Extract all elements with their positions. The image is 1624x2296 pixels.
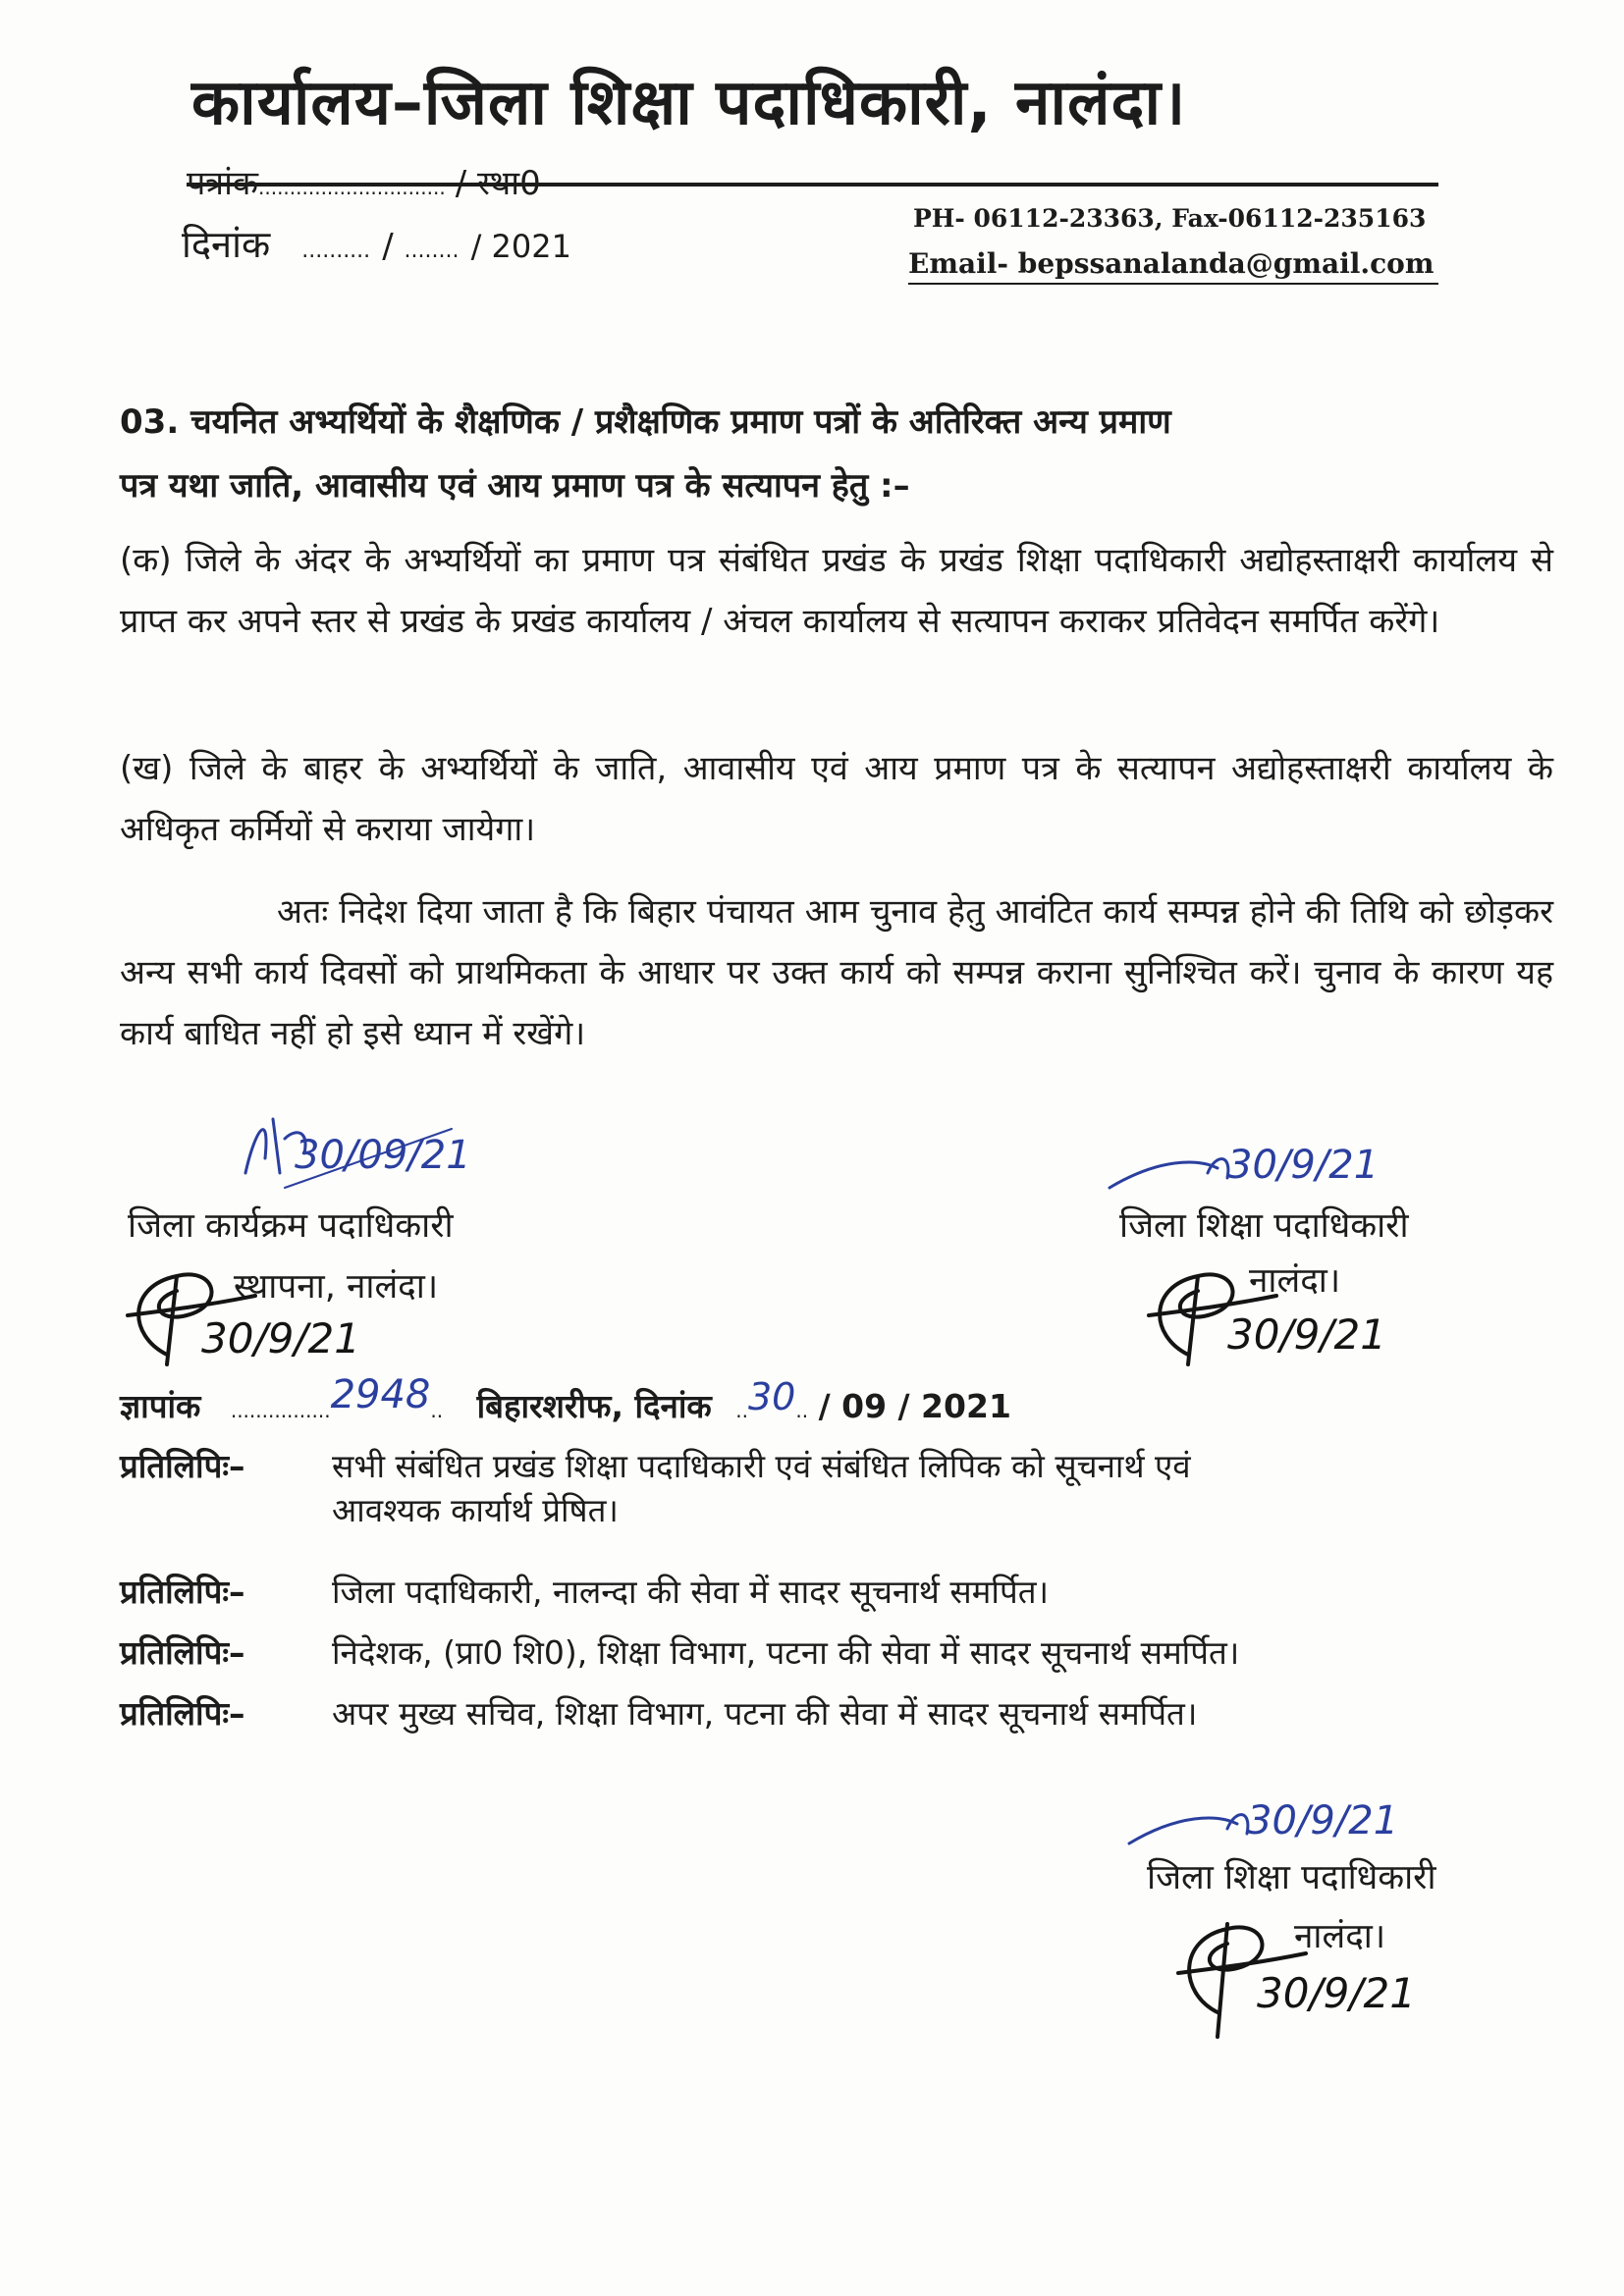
- copy-text-1: [332, 1443, 1608, 1531]
- copy-label-2: प्रतिलिपिः–: [120, 1573, 245, 1611]
- point-heading-line2: पत्र यथा जाति, आवासीय एवं आय प्रमाण पत्र के सत्यापन हेतु :–: [120, 466, 910, 506]
- left-signature-date: 30/9/21: [201, 1314, 360, 1362]
- paragraph-ka: [120, 530, 1553, 652]
- memo-label: ज्ञापांक: [120, 1387, 201, 1425]
- right-signature: [1129, 1247, 1424, 1374]
- paragraph-direction: [120, 881, 1553, 1064]
- final-signatory-subtitle: नालंदा।: [1294, 1917, 1386, 1956]
- copy-text-3: निदेशक, (प्रा0 शि0), शिक्षा विभाग, पटना की सेवा में सादर सूचनार्थ समर्पित।: [332, 1633, 1240, 1672]
- memo-number: 2948: [330, 1372, 431, 1417]
- copy-text-4: अपर मुख्य सचिव, शिक्षा विभाग, पटना की सेवा में सादर सूचनार्थ समर्पित।: [332, 1694, 1198, 1733]
- dinank-line: दिनांक .......... / ........ / 2021: [182, 223, 571, 266]
- memo-line: [120, 1372, 1011, 1427]
- paragraph-direction-text: अतः निदेश दिया जाता है कि बिहार पंचायत आम चुनाव हेतु आवंटित कार्य सम्पन्न होने की तिथि को छोड़कर अन्य सभी कार्य दिवसों को प्राथमिकता के आधार पर उक्त कार्य को सम्पन्न कराना सुनिश्चित करें। चुनाव के कारण यह कार्य बाधित नहीं हो इसे ध्यान में रखेंगे।: [120, 892, 1553, 1053]
- left-initial-scribble: [226, 1099, 481, 1207]
- memo-place-date-label: बिहारशरीफ, दिनांक: [476, 1387, 712, 1425]
- email: Email- bepssanalanda@gmail.com: [908, 247, 1435, 280]
- copy-label-4: प्रतिलिपिः–: [120, 1694, 245, 1733]
- copy-label-1: प्रतिलिपिः–: [120, 1447, 245, 1485]
- patrank-line: [187, 159, 541, 204]
- dinank-dots-month: ........: [404, 239, 460, 263]
- memo-month-year: / 09 / 2021: [818, 1387, 1011, 1425]
- memo-day-dots: ..: [735, 1399, 748, 1422]
- right-signature-date: 30/9/21: [1227, 1310, 1386, 1359]
- copy-text-1-line1: सभी संबंधित प्रखंड शिक्षा पदाधिकारी एवं संबंधित लिपिक को सूचनार्थ एवं: [332, 1447, 1191, 1485]
- point-heading-line1: 03. चयनित अभ्यर्थियों के शैक्षणिक / प्रशैक्षणिक प्रमाण पत्रों के अतिरिक्त अन्य प्रमाण: [120, 402, 1171, 442]
- left-signature: [108, 1247, 403, 1374]
- dinank-year: / 2021: [470, 228, 571, 265]
- right-signatory-title: जिला शिक्षा पदाधिकारी: [1119, 1206, 1409, 1246]
- final-signatory-title: जिला शिक्षा पदाधिकारी: [1147, 1858, 1436, 1897]
- paragraph-kha: [120, 738, 1553, 860]
- patrank-dots: ..............................: [258, 176, 446, 199]
- office-title: कार्यालय–जिला शिक्षा पदाधिकारी, नालंदा।: [191, 67, 1187, 139]
- copy-label-3: प्रतिलिपिः–: [120, 1633, 245, 1672]
- email-underline: [908, 283, 1438, 285]
- final-signature: [1159, 1895, 1453, 2042]
- paragraph-kha-text: (ख) जिले के बाहर के अभ्यर्थियों के जाति, आवासीय एवं आय प्रमाण पत्र के सत्यापन अद्योहस्ताक्षरी कार्यालय के अधिकृत कर्मियों से कराया जायेगा।: [120, 749, 1553, 849]
- phone-fax: PH- 06112-23363, Fax-06112-235163: [913, 204, 1427, 233]
- right-initial-date: 30/9/21: [1227, 1143, 1380, 1188]
- memo-dots-before: ................: [230, 1399, 331, 1422]
- left-signatory-subtitle: स्थापना, नालंदा।: [234, 1267, 439, 1307]
- memo-day-dots-after: ..: [795, 1399, 809, 1422]
- dinank-dots-day: ..........: [301, 239, 371, 263]
- copy-text-1-line2: आवश्यक कार्यार्थ प्रेषित।: [332, 1491, 619, 1529]
- copy-text-2: जिला पदाधिकारी, नालन्दा की सेवा में सादर सूचनार्थ समर्पित।: [332, 1573, 1050, 1611]
- final-initial-date: 30/9/21: [1247, 1798, 1399, 1843]
- left-signatory-title: जिला कार्यक्रम पदाधिकारी: [128, 1206, 454, 1246]
- paragraph-ka-text: (क) जिले के अंदर के अभ्यर्थियों का प्रमाण पत्र संबंधित प्रखंड के प्रखंड शिक्षा पदाधिकारी अद्योहस्ताक्षरी कार्यालय से प्राप्त कर अपने स्तर से प्रखंड के प्रखंड कार्यालय / अंचल कार्यालय से सत्यापन कराकर प्रतिवेदन समर्पित करेंगे।: [120, 541, 1553, 641]
- left-initial-date: 30/09/21: [295, 1133, 471, 1178]
- patrank-suffix: / स्था0: [455, 164, 541, 203]
- right-signatory-subtitle: नालंदा।: [1249, 1261, 1341, 1301]
- memo-dots-after: ..: [430, 1399, 444, 1422]
- patrank-label: पत्रांक: [187, 164, 258, 203]
- memo-day: 30: [747, 1375, 796, 1418]
- dinank-label: दिनांक: [182, 223, 271, 266]
- final-signature-date: 30/9/21: [1257, 1969, 1416, 2017]
